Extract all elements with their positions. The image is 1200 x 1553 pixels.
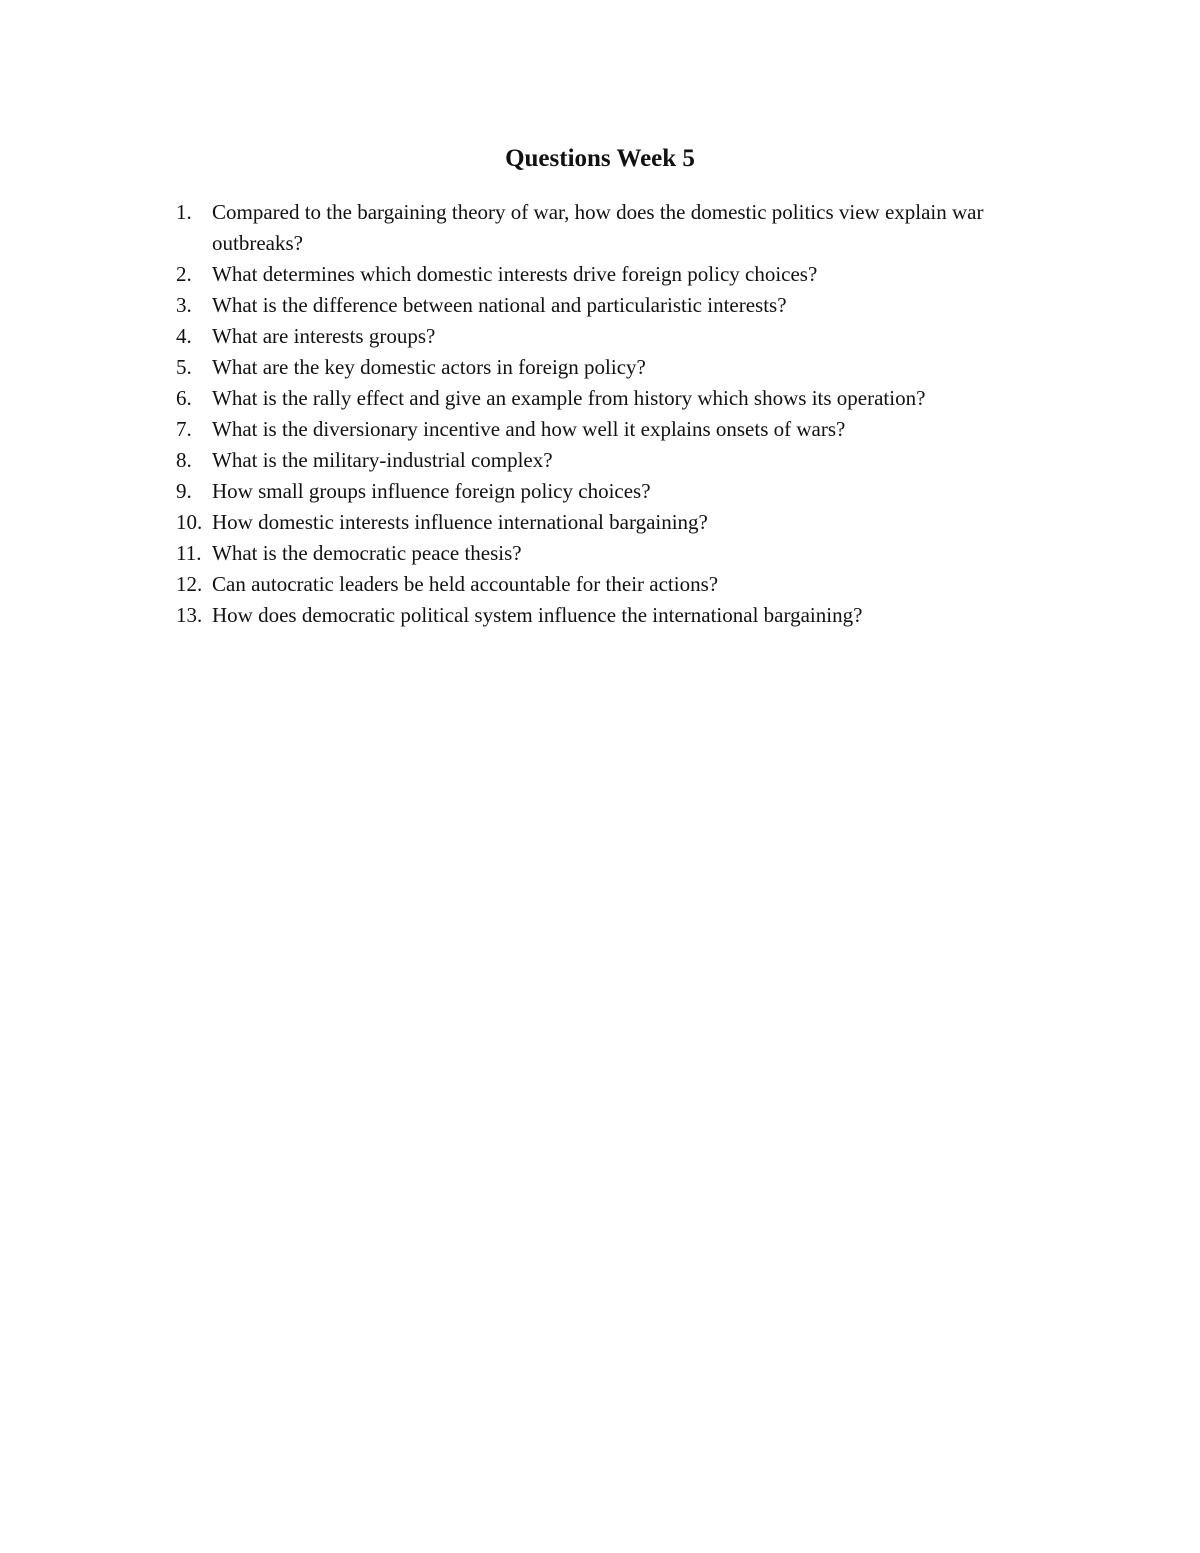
- list-item: [176, 507, 1056, 538]
- list-item: [176, 383, 1056, 414]
- question-text: What is the democratic peace thesis?: [212, 541, 522, 565]
- list-item: [176, 476, 1056, 507]
- list-item: [176, 197, 1056, 259]
- question-number: 4.: [176, 324, 192, 348]
- list-item: [176, 600, 1056, 631]
- question-text: How does democratic political system influence the international bargaining?: [212, 603, 863, 627]
- question-text: What is the difference between national and particularistic interests?: [212, 293, 787, 317]
- question-text: How small groups influence foreign policy choices?: [212, 479, 651, 503]
- list-item: [176, 569, 1056, 600]
- question-text: What is the rally effect and give an example from history which shows its operation?: [212, 386, 926, 410]
- question-number: 5.: [176, 355, 192, 379]
- list-item: [176, 259, 1056, 290]
- question-text: What are the key domestic actors in foreign policy?: [212, 355, 646, 379]
- list-item: [176, 352, 1056, 383]
- question-number: 7.: [176, 417, 192, 441]
- question-number: 9.: [176, 479, 192, 503]
- question-number: 13.: [176, 603, 203, 627]
- question-number: 6.: [176, 386, 192, 410]
- question-text: What are interests groups?: [212, 324, 436, 348]
- list-item: [176, 290, 1056, 321]
- questions-list: [176, 197, 1056, 631]
- list-item: [176, 445, 1056, 476]
- question-number: 8.: [176, 448, 192, 472]
- list-item: [176, 414, 1056, 445]
- question-number: 11.: [176, 541, 202, 565]
- question-text: What determines which domestic interests drive foreign policy choices?: [212, 262, 818, 286]
- question-text: What is the diversionary incentive and how well it explains onsets of wars?: [212, 417, 846, 441]
- question-number: 3.: [176, 293, 192, 317]
- question-number: 1.: [176, 200, 192, 224]
- question-number: 2.: [176, 262, 192, 286]
- question-text: Compared to the bargaining theory of war, how does the domestic politics view explain war outbreaks?: [212, 200, 984, 255]
- question-number: 12.: [176, 572, 203, 596]
- list-item: [176, 538, 1056, 569]
- question-text: Can autocratic leaders be held accountable for their actions?: [212, 572, 719, 596]
- question-text: What is the military-industrial complex?: [212, 448, 553, 472]
- list-item: [176, 321, 1056, 352]
- question-text: How domestic interests influence international bargaining?: [212, 510, 708, 534]
- question-number: 10.: [176, 510, 203, 534]
- page-title: Questions Week 5: [505, 145, 695, 172]
